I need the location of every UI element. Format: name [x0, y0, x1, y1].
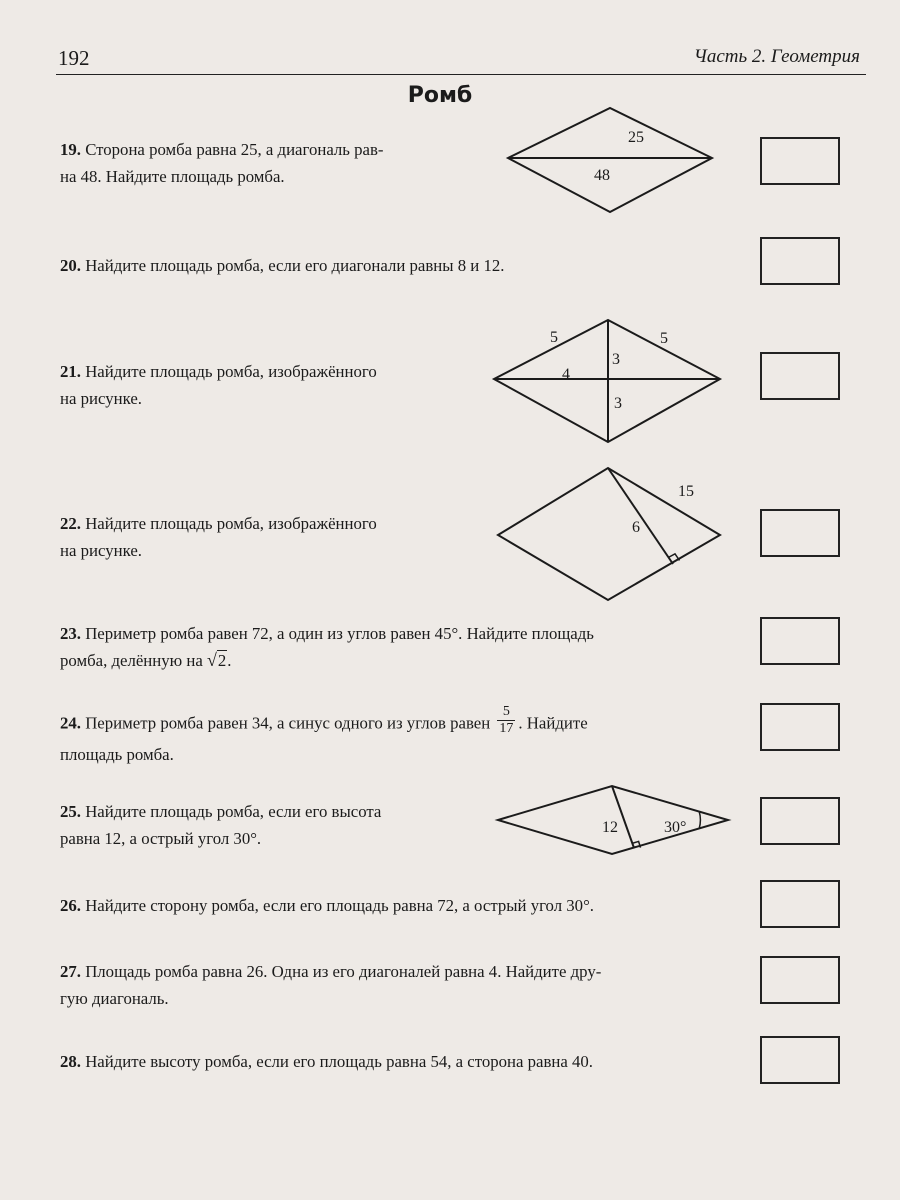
problem-number: 27. — [60, 962, 81, 981]
problem-text-line-2: гую диагональ. — [60, 989, 169, 1008]
figure-21-rhombus — [486, 316, 726, 446]
problem-text-line-2: на рисунке. — [60, 389, 142, 408]
problem-number: 22. — [60, 514, 81, 533]
sqrt-argument: 2 — [217, 651, 227, 670]
problem-text: Найдите площадь ромба, если его диагонали равны 8 и 12. — [85, 256, 505, 275]
fraction-denominator: 17 — [499, 721, 514, 736]
problem-number: 28. — [60, 1052, 81, 1071]
height-label: 12 — [602, 819, 618, 836]
problem-text-line-1: Периметр ромба равен 34, а синус одного из углов равен — [85, 713, 491, 733]
figure-22-rhombus — [492, 464, 732, 604]
angle-label: 30° — [664, 819, 687, 836]
problem-text-line-2: равна 12, а острый угол 30°. — [60, 829, 262, 848]
problem-number: 24. — [60, 713, 81, 733]
side-label-right: 5 — [660, 330, 668, 347]
answer-box-24[interactable] — [760, 703, 840, 751]
problem-text-line-1-end: . Найдите — [518, 713, 588, 733]
problem-number: 21. — [60, 362, 81, 381]
problem-25 — [60, 798, 381, 852]
header-rule — [56, 74, 866, 75]
problem-text-line-2: на рисунке. — [60, 541, 142, 560]
problem-text-line-2: площадь ромба. — [60, 745, 174, 764]
problem-21 — [60, 358, 377, 412]
problem-22 — [60, 510, 377, 564]
problem-26 — [60, 892, 594, 919]
answer-box-27[interactable] — [760, 956, 840, 1004]
height-line — [612, 786, 634, 848]
problem-27 — [60, 958, 601, 1012]
side-label-left: 5 — [550, 329, 558, 346]
answer-box-19[interactable] — [760, 137, 840, 185]
problem-28 — [60, 1048, 593, 1075]
problem-number: 25. — [60, 802, 81, 821]
answer-box-20[interactable] — [760, 237, 840, 285]
problem-number: 19. — [60, 140, 81, 159]
problem-number: 23. — [60, 624, 81, 643]
problem-text-line-1: Найдите площадь ромба, если его высота — [85, 802, 382, 821]
problem-19 — [60, 136, 384, 190]
problem-text-end: . — [227, 651, 232, 670]
height-line — [608, 468, 673, 564]
answer-box-21[interactable] — [760, 352, 840, 400]
angle-arc — [699, 812, 700, 829]
running-head: Часть 2. Геометрия — [693, 46, 860, 67]
problem-20 — [60, 252, 504, 279]
problem-text-line-1: Сторона ромба равна 25, а диагональ рав- — [85, 140, 384, 159]
problem-24 — [60, 704, 588, 768]
side-label: 25 — [628, 129, 644, 146]
figure-19-rhombus — [500, 100, 720, 220]
problem-text-line-1: Найдите площадь ромба, изображённого — [85, 514, 377, 533]
problem-text-line-1: Площадь ромба равна 26. Одна из его диагоналей равна 4. Найдите дру- — [85, 962, 602, 981]
problem-number: 20. — [60, 256, 81, 275]
rhombus-outline — [508, 108, 712, 212]
page-number: 192 — [58, 46, 90, 70]
half-diagonal-left-label: 4 — [562, 366, 570, 383]
half-diagonal-bottom-label: 3 — [614, 395, 622, 412]
half-diagonal-top-label: 3 — [612, 351, 620, 368]
answer-box-28[interactable] — [760, 1036, 840, 1084]
answer-box-25[interactable] — [760, 797, 840, 845]
fraction — [497, 704, 515, 737]
problem-number: 26. — [60, 896, 81, 915]
problem-text-line-2: на 48. Найдите площадь ромба. — [60, 167, 285, 186]
answer-box-22[interactable] — [760, 509, 840, 557]
problem-text-line-2: ромба, делённую на — [60, 651, 203, 670]
answer-box-23[interactable] — [760, 617, 840, 665]
height-label: 6 — [632, 519, 640, 536]
problem-text-line-1: Найдите площадь ромба, изображённого — [85, 362, 377, 381]
problem-text-line-1: Периметр ромба равен 72, а один из углов равен 45°. Найдите площадь — [85, 624, 594, 643]
diagonal-label: 48 — [594, 167, 610, 184]
problem-23 — [60, 620, 594, 674]
problem-text: Найдите сторону ромба, если его площадь равна 72, а острый угол 30°. — [85, 896, 594, 915]
problem-text: Найдите высоту ромба, если его площадь равна 54, а сторона равна 40. — [85, 1052, 593, 1071]
section-title: Ромб — [407, 83, 473, 108]
figure-25-rhombus — [494, 780, 734, 860]
fraction-numerator: 5 — [497, 704, 515, 721]
answer-box-26[interactable] — [760, 880, 840, 928]
side-label: 15 — [678, 483, 694, 500]
sqrt-expression: √2 — [206, 650, 227, 670]
